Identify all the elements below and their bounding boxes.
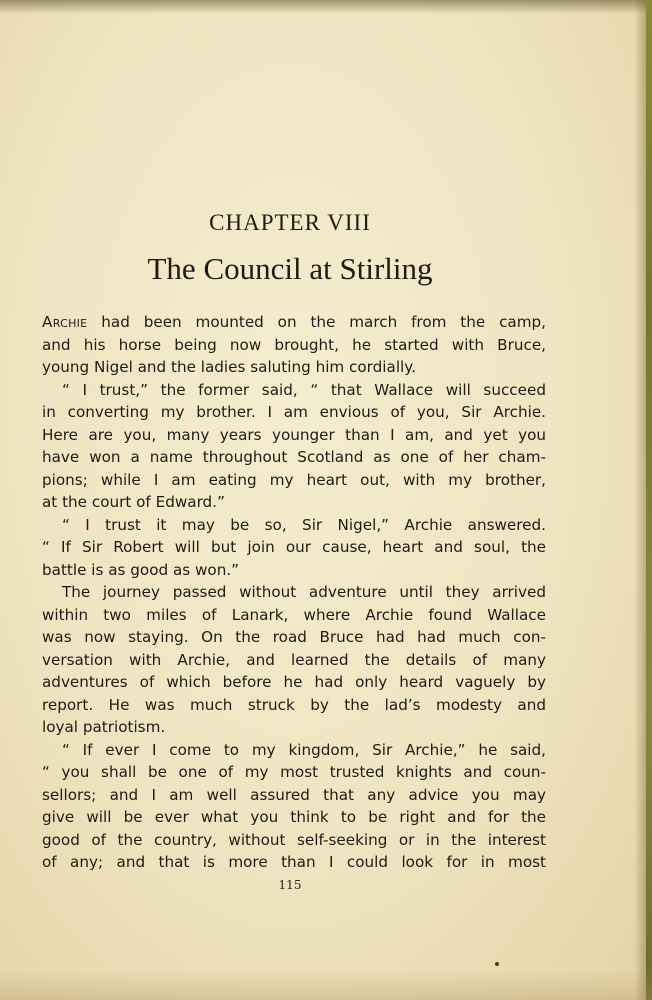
page-number: 115 bbox=[278, 878, 302, 892]
body-text bbox=[42, 311, 546, 874]
opening-word: Archie bbox=[42, 313, 88, 331]
text-line: “ If ever I come to my kingdom, Sir Archie,” he said, bbox=[62, 740, 546, 759]
text-line: battle is as good as won.” bbox=[42, 560, 240, 579]
text-line: in converting my brother. I am envious of you, Sir Archie. bbox=[42, 403, 546, 421]
text-line: within two miles of Lanark, where Archie found Wallace bbox=[42, 605, 546, 624]
text-line: of any; and that is more than I could look for in most bbox=[42, 853, 546, 871]
text-line: “ you shall be one of my most trusted knights and coun- bbox=[42, 763, 546, 781]
bottom-edge-shadow bbox=[0, 970, 652, 1000]
text-line: “ If Sir Robert will but join our cause, heart and soul, the bbox=[42, 538, 546, 556]
text-line: have won a name throughout Scotland as one of her cham- bbox=[42, 448, 546, 466]
binding-edge bbox=[646, 0, 652, 1000]
top-edge-shadow bbox=[0, 0, 652, 14]
text-line: sellors; and I am well assured that any advice you may bbox=[42, 785, 546, 804]
text-line: versation with Archie, and learned the details of many bbox=[42, 650, 546, 669]
text-line: “ I trust,” the former said, “ that Wallace will succeed bbox=[62, 380, 546, 399]
text-line: young Nigel and the ladies saluting him cordially. bbox=[42, 358, 416, 376]
paper-speck bbox=[495, 962, 499, 966]
text-line: pions; while I am eating my heart out, with my brother, bbox=[42, 470, 546, 489]
text-line bbox=[42, 311, 546, 334]
text-line: The journey passed without adventure until they arrived bbox=[62, 583, 546, 601]
text-line: give will be ever what you think to be right and for the bbox=[42, 808, 546, 826]
text-line: was now staying. On the road Bruce had had much con- bbox=[42, 628, 546, 646]
text-line-rest: had been mounted on the march from the camp, bbox=[87, 313, 546, 331]
text-line: loyal patriotism. bbox=[42, 718, 166, 736]
text-line: and his horse being now brought, he started with Bruce, bbox=[42, 335, 546, 354]
chapter-number: CHAPTER VIII bbox=[209, 210, 371, 235]
text-line: Here are you, many years younger than I am, and yet you bbox=[42, 425, 546, 444]
text-line: good of the country, without self-seeking or in the interest bbox=[42, 830, 546, 849]
text-line: adventures of which before he had only heard vaguely by bbox=[42, 673, 546, 691]
text-line: “ I trust it may be so, Sir Nigel,” Archie answered. bbox=[62, 515, 546, 534]
text-line: at the court of Edward.” bbox=[42, 493, 225, 511]
chapter-title: The Council at Stirling bbox=[147, 251, 433, 286]
text-line: report. He was much struck by the lad’s modesty and bbox=[42, 695, 546, 714]
